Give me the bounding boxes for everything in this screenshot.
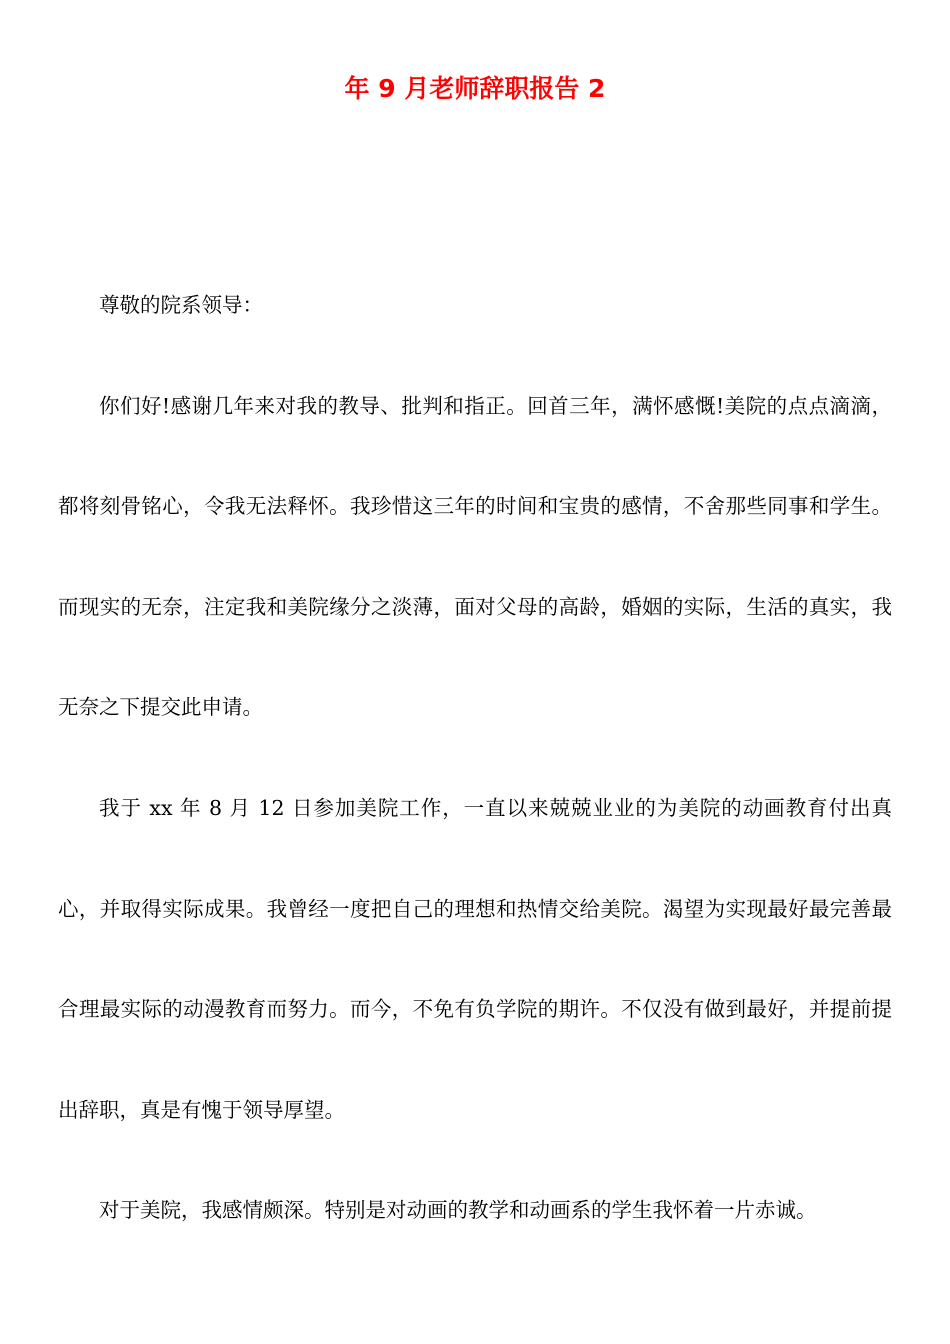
- document-title: 年 9 月老师辞职报告 2: [344, 74, 606, 103]
- paragraph-1: 你们好!感谢几年来对我的教导、批判和指正。回首三年，满怀感慨!美院的点点滴滴，都将刻骨铭心，令我无法释怀。我珍惜这三年的时间和宝贵的感情，不舍那些同事和学生。而现实的无奈，注定我和美院缘分之淡薄，面对父母的高龄，婚姻的实际，生活的真实，我无奈之下提交此申请。: [58, 393, 892, 720]
- paragraph-3: 对于美院，我感情颇深。特别是对动画的教学和动画系的学生我怀着一片赤诚。: [99, 1198, 817, 1223]
- paragraph-2: 我于 xx 年 8 月 12 日参加美院工作，一直以来兢兢业业的为美院的动画教育付出真心，并取得实际成果。我曾经一度把自己的理想和热情交给美院。渴望为实现最好最完善最合理最实际的动漫教育而努力。而今，不免有负学院的期许。不仅没有做到最好，并提前提出辞职，真是有愧于领导厚望。: [58, 795, 892, 1122]
- salutation: 尊敬的院系领导：: [99, 293, 263, 317]
- document-body: [58, 255, 892, 1261]
